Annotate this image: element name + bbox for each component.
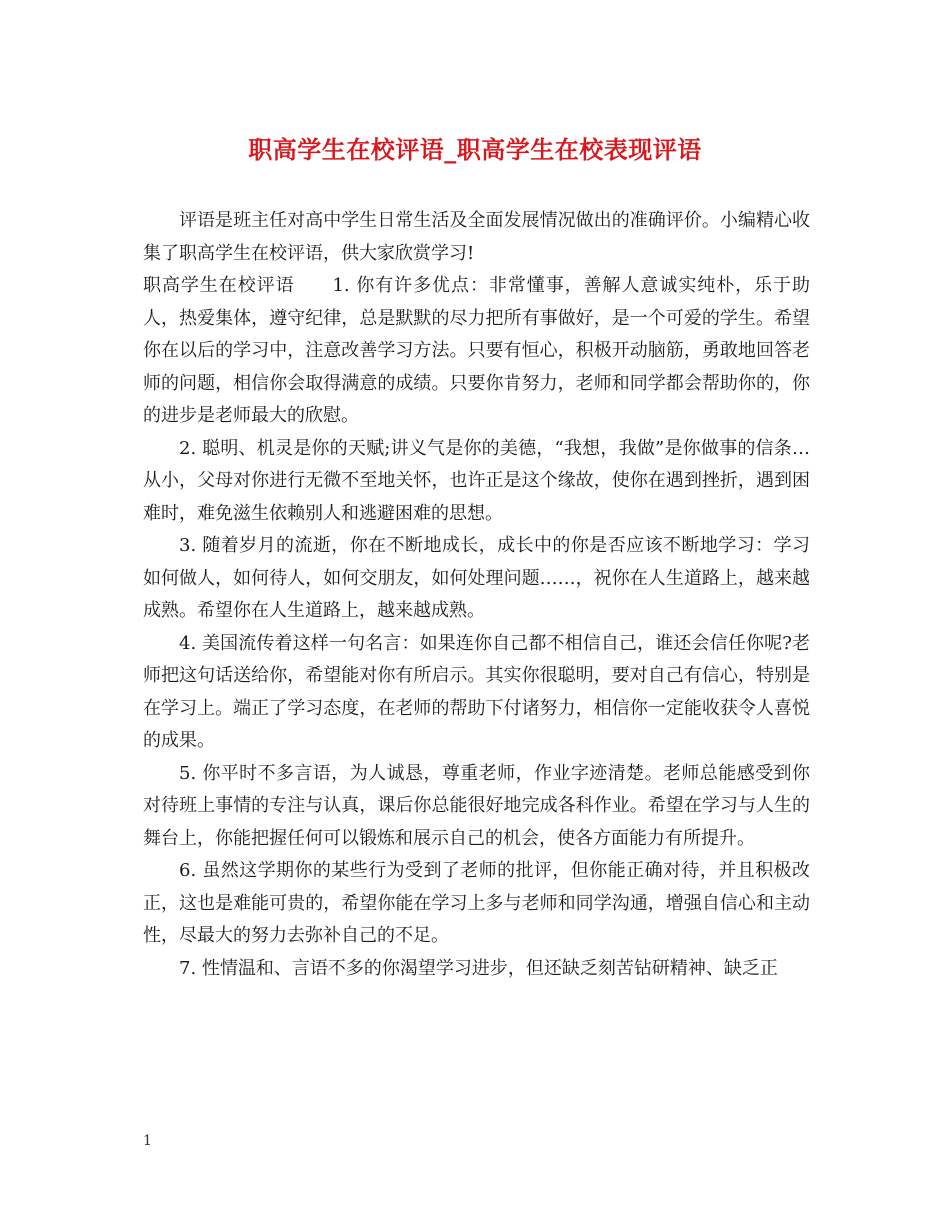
paragraph-item-5: 5. 你平时不多言语，为人诚恳，尊重老师，作业字迹清楚。老师总能感受到你对待班上事情的专注与认真，课后你总能很好地完成各科作业。希望在学习与人生的舞台上，你能把握任何可以锻炼和展示自己的机会，使各方面能力有所提升。	[143, 762, 810, 849]
paragraph-item-4: 4. 美国流传着这样一句名言：如果连你自己都不相信自己，谁还会信任你呢?老师把这句话送给你，希望能对你有所启示。其实你很聪明，要对自己有信心，特别是在学习上。端正了学习态度，在老师的帮助下付诸努力，相信你一定能收获令人喜悦的成果。	[143, 632, 810, 751]
paragraph-item-7: 7. 性情温和、言语不多的你渴望学习进步，但还缺乏刻苦钻研精神、缺乏正	[179, 957, 778, 979]
page-number: 1	[143, 1133, 152, 1149]
document-body	[143, 205, 810, 985]
paragraph-item-6: 6. 虽然这学期你的某些行为受到了老师的批评，但你能正确对待，并且积极改正，这也是难能可贵的，希望你能在学习上多与老师和同学沟通，增强自信心和主动性，尽最大的努力去弥补自己的不足。	[143, 860, 810, 946]
section-paragraph-1: 职高学生在校评语 1. 你有许多优点：非常懂事，善解人意诚实纯朴，乐于助人，热爱集体，遵守纪律，总是默默的尽力把所有事做好，是一个可爱的学生。希望你在以后的学习中，注意改善学习方法。只要有恒心，积极开动脑筋，勇敢地回答老师的问题，相信你会取得满意的成绩。只要你肯努力，老师和同学都会帮助你的，你的进步是老师最大的欣慰。	[143, 275, 810, 426]
paragraph-item-2: 2. 聪明、机灵是你的天赋;讲义气是你的美德，“我想，我做”是你做事的信条…从小，父母对你进行无微不至地关怀，也许正是这个缘故，使你在遇到挫折，遇到困难时，难免滋生依赖别人和逃避困难的思想。	[143, 437, 810, 524]
paragraph-item-3: 3. 随着岁月的流逝，你在不断地成长，成长中的你是否应该不断地学习：学习如何做人，如何待人，如何交朋友，如何处理问题……，祝你在人生道路上，越来越成熟。希望你在人生道路上，越来越成熟。	[143, 535, 810, 621]
intro-paragraph: 评语是班主任对高中学生日常生活及全面发展情况做出的准确评价。小编精心收集了职高学生在校评语，供大家欣赏学习!	[143, 210, 810, 264]
document-title: 职高学生在校评语_职高学生在校表现评语	[248, 136, 702, 164]
